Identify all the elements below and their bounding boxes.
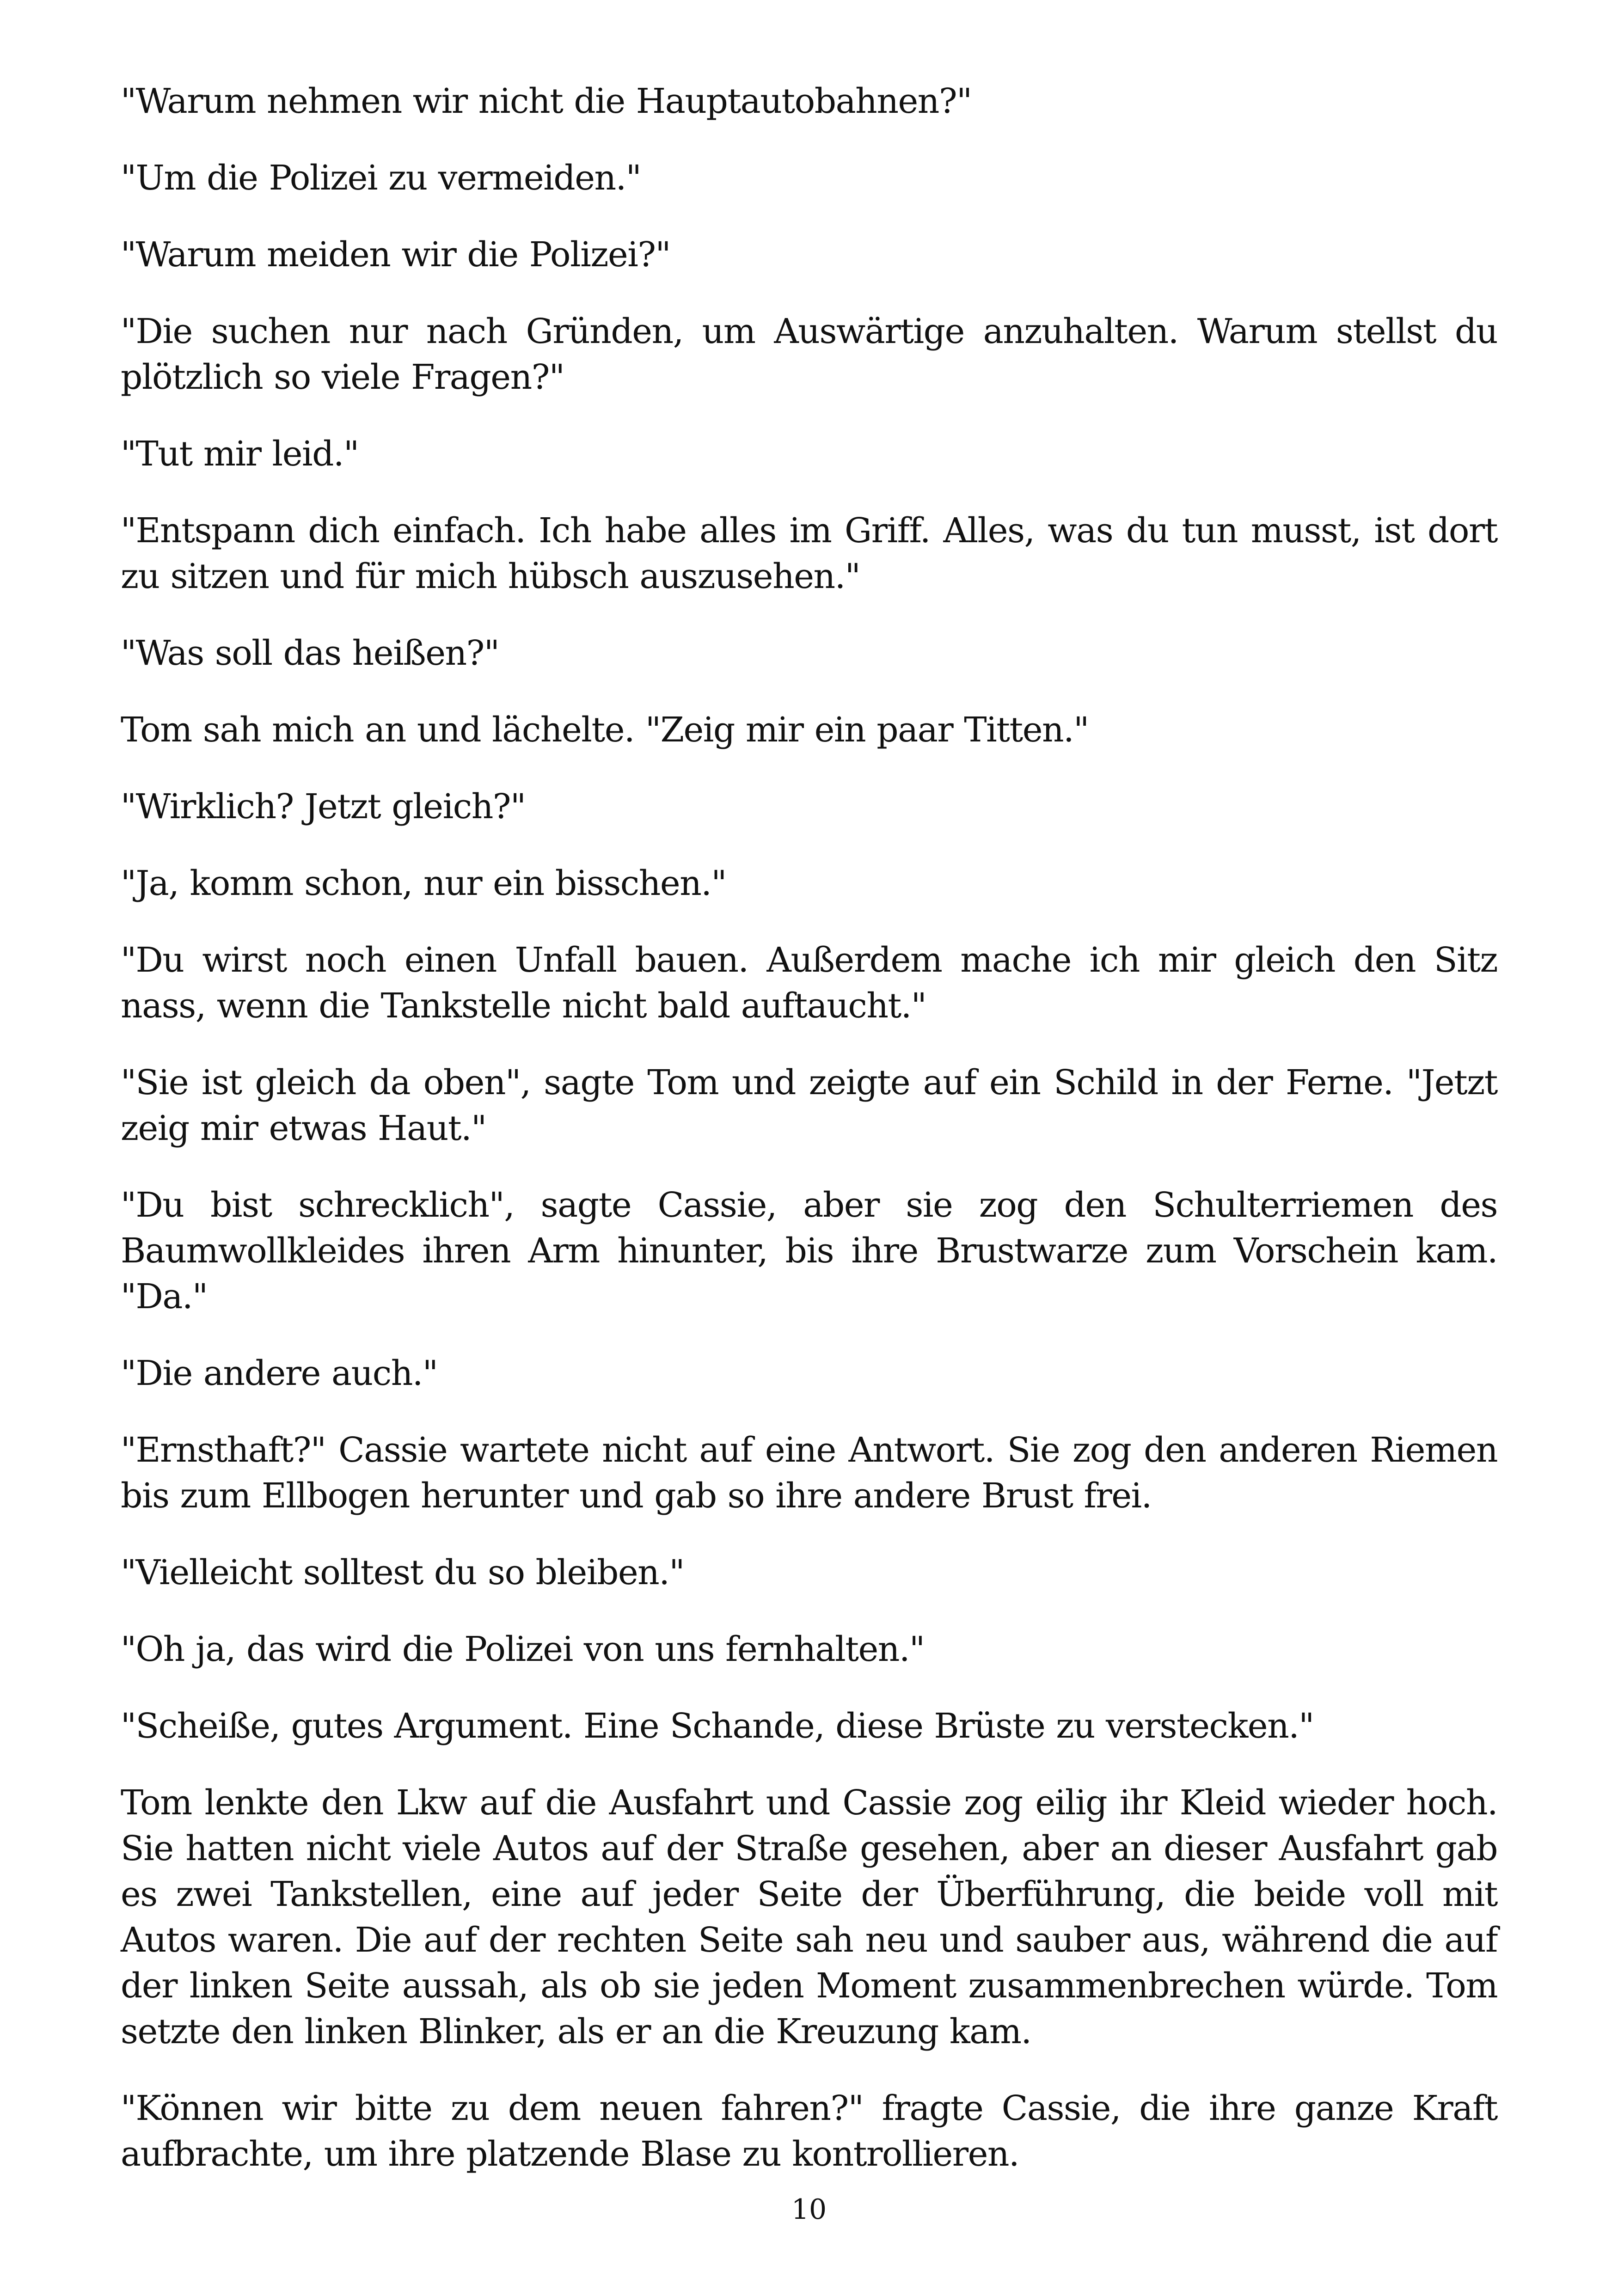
paragraph: "Um die Polizei zu vermeiden." [121, 158, 641, 198]
paragraph: "Sie ist gleich da oben", sagte Tom und zeigte auf ein Schild in der Ferne. "Jetzt zeig mir etwas Haut." [121, 1063, 1497, 1148]
paragraph: "Oh ja, das wird die Polizei von uns fernhalten." [121, 1629, 925, 1669]
paragraph: "Tut mir leid." [121, 434, 359, 474]
paragraph: "Ja, komm schon, nur ein bisschen." [121, 863, 726, 903]
paragraph: "Vielleicht solltest du so bleiben." [121, 1553, 684, 1592]
paragraph: "Die andere auch." [121, 1353, 438, 1393]
page-body [121, 79, 1497, 2208]
paragraph: Tom lenkte den Lkw auf die Ausfahrt und Cassie zog eilig ihr Kleid wieder hoch. Sie hatten nicht viele Autos auf der Straße gesehen, aber an dieser Ausfahrt gab es zwei Tankstellen, eine auf jeder Seite der Überführung, die beide voll mit Autos waren. Die auf der rechten Seite sah neu und sauber aus, während die auf der linken Seite aussah, als ob sie jeden Moment zusammenbrechen würde. Tom setzte den linken Blinker, als er an die Kreuzung kam. [121, 1783, 1497, 2051]
paragraph: "Ernsthaft?" Cassie wartete nicht auf eine Antwort. Sie zog den anderen Riemen bis zum Ellbogen herunter und gab so ihre andere Brust frei. [121, 1430, 1497, 1516]
paragraph: "Entspann dich einfach. Ich habe alles im Griff. Alles, was du tun musst, ist dort zu sitzen und für mich hübsch auszusehen." [121, 511, 1497, 596]
paragraph: "Du wirst noch einen Unfall bauen. Außerdem mache ich mir gleich den Sitz nass, wenn die Tankstelle nicht bald auftaucht." [121, 940, 1497, 1026]
paragraph: "Scheiße, gutes Argument. Eine Schande, diese Brüste zu verstecken." [121, 1706, 1314, 1746]
paragraph: "Warum meiden wir die Polizei?" [121, 235, 671, 275]
paragraph: "Können wir bitte zu dem neuen fahren?" fragte Cassie, die ihre ganze Kraft aufbrachte, um ihre platzende Blase zu kontrollieren. [121, 2088, 1497, 2174]
paragraph: "Du bist schrecklich", sagte Cassie, aber sie zog den Schulterriemen des Baumwollkleides ihren Arm hinunter, bis ihre Brustwarze zum Vorschein kam. "Da." [121, 1185, 1497, 1316]
paragraph: "Wirklich? Jetzt gleich?" [121, 787, 526, 827]
paragraph: "Warum nehmen wir nicht die Hauptautobahnen?" [121, 81, 972, 121]
paragraph: "Die suchen nur nach Gründen, um Auswärtige anzuhalten. Warum stellst du plötzlich so viele Fragen?" [121, 312, 1497, 397]
paragraph: Tom sah mich an und lächelte. "Zeig mir ein paar Titten." [121, 710, 1089, 750]
paragraph: "Was soll das heißen?" [121, 633, 499, 673]
page-number: 10 [791, 2193, 827, 2226]
